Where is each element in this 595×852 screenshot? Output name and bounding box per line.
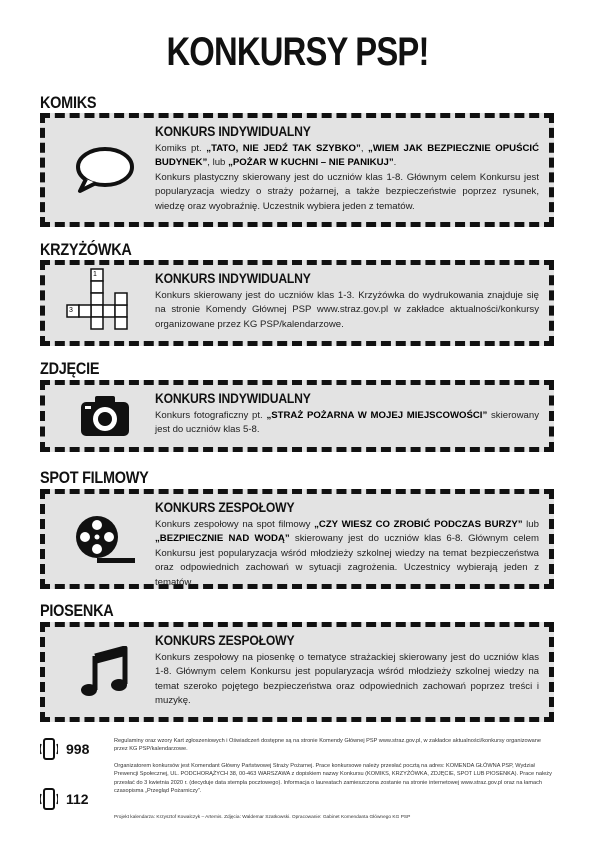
page-title: KONKURSY PSP! xyxy=(166,30,429,74)
spot-box xyxy=(40,489,554,589)
zdjecie-box xyxy=(40,380,554,452)
phone-112 xyxy=(40,788,89,810)
camera-icon xyxy=(55,385,155,447)
komiks-body: Konkurs plastyczny skierowany jest do uczniów klas 1-8. Głównym celem Konkursu jest popularyzacja wiedzy o straży pożarnej, a także bezpieczeństwie poprzez rysunek, wiedzę oraz wyobraźnię. Uczestnik wybiera jeden z tematów. xyxy=(155,171,539,212)
film-reel-icon xyxy=(55,494,155,584)
krzyzowka-box xyxy=(40,260,554,346)
emergency-number-998: 998 xyxy=(66,741,90,757)
piosenka-heading: KONKURS ZESPOŁOWY xyxy=(155,633,295,648)
section-label-krzyzowka: KRZYŻÓWKA xyxy=(40,240,132,259)
krzyzowka-body: Konkurs skierowany jest do uczniów klas 1-3. Krzyżówka do wydrukowania znajduje się na stronie Komendy Głównej PSP www.straz.gov.pl w zakładce aktualności/konkursy organizowane przez KG PSP/kalendarzowe. xyxy=(155,290,539,330)
phone-icon xyxy=(40,738,58,760)
zdjecie-body: Konkurs fotograficzny pt. „STRAŻ POŻARNA W MOJEJ MIEJSCOWOŚCI” skierowany jest do uczniów klas 5-8. xyxy=(155,410,539,436)
footer-regulations: Regulaminy oraz wzory Kart zgłoszeniowych i Oświadczeń dostępne są na stronie Komendy Głównej PSP www.straz.gov.pl, w zakładce aktualności/konkursy organizowane przez KG PSP/kalendarzowe. xyxy=(114,738,541,753)
section-label-komiks: KOMIKS xyxy=(40,93,97,112)
section-label-zdjecie: ZDJĘCIE xyxy=(40,359,100,378)
crossword-icon xyxy=(55,265,155,341)
komiks-box xyxy=(40,113,554,227)
crossword-number-1: 1 xyxy=(93,271,97,278)
speech-bubble-icon xyxy=(55,118,155,222)
piosenka-body: Konkurs zespołowy na piosenkę o tematyce strażackiej skierowany jest do uczniów klas 1-8. Głównym celem Konkursu jest popularyzacja wśród młodzieży szkolnej wiedzy na temat szeroko pojętego bezpieczeństwa oraz odpowiednich zachowań poprzez treści i muzykę. xyxy=(155,652,539,707)
komiks-topics: Komiks pt. „TATO, NIE JEDŹ TAK SZYBKO”, „WIEM JAK BEZPIECZNIE OPUŚCIĆ BUDYNEK”, lub „POŻAR W KUCHNI – NIE PANIKUJ”. xyxy=(155,143,539,169)
footer-organizer: Organizatorem konkursów jest Komendant Główny Państwowej Straży Pożarnej. Prace konkursowe należy przesłać pocztą na adres: KOMENDA GŁÓWNA PSP, Wydział Prewencji Społecznej, UL. PODCHORĄŻYCH 38, 00-463 WARSZAWA z dopiskiem nazwy Konkursu (KOMIKS, KRZYŻÓWKA, ZDJĘCIE, SPOT LUB PIOSENKA). Prace należy przesłać do 3 kwietnia 2020 r. (decyduje data stempla pocztowego). Informacja o laureatach zamieszczona zostanie na stronie internetowej www.straz.gov.pl oraz na łamach czasopisma „Przegląd Pożarniczy”. xyxy=(114,763,552,795)
spot-body: Konkurs zespołowy na spot filmowy „CZY WIESZ CO ZROBIĆ PODCZAS BURZY” lub „BEZPIECZNIE NAD WODĄ” skierowany jest do uczniów klas 6-8. Głównym celem Konkursu jest popularyzacja wśród młodzieży szkolnej wiedzy na temat bezpieczeństwa oraz odpowiednich zachowań w sytuacji zagrożenia. Uczestnicy wybierają jeden z tematów. xyxy=(155,519,539,588)
phone-icon xyxy=(40,788,58,810)
phone-998 xyxy=(40,738,89,760)
section-label-spot-filmowy: SPOT FILMOWY xyxy=(40,468,149,487)
zdjecie-heading: KONKURS INDYWIDUALNY xyxy=(155,391,311,406)
komiks-heading: KONKURS INDYWIDUALNY xyxy=(155,124,311,139)
piosenka-box xyxy=(40,622,554,722)
music-note-icon xyxy=(55,627,155,717)
spot-heading: KONKURS ZESPOŁOWY xyxy=(155,500,295,515)
footer-credit: Projekt kalendarza: Krzysztof Kowalczyk – Artemis. Zdjęcia: Waldemar Szatkowski. Opracowanie: Gabinet Komendanta Głównego KG PSP xyxy=(114,815,411,820)
krzyzowka-heading: KONKURS INDYWIDUALNY xyxy=(155,271,311,286)
section-label-piosenka: PIOSENKA xyxy=(40,601,114,620)
emergency-number-112: 112 xyxy=(66,791,89,807)
crossword-number-3: 3 xyxy=(69,307,73,314)
